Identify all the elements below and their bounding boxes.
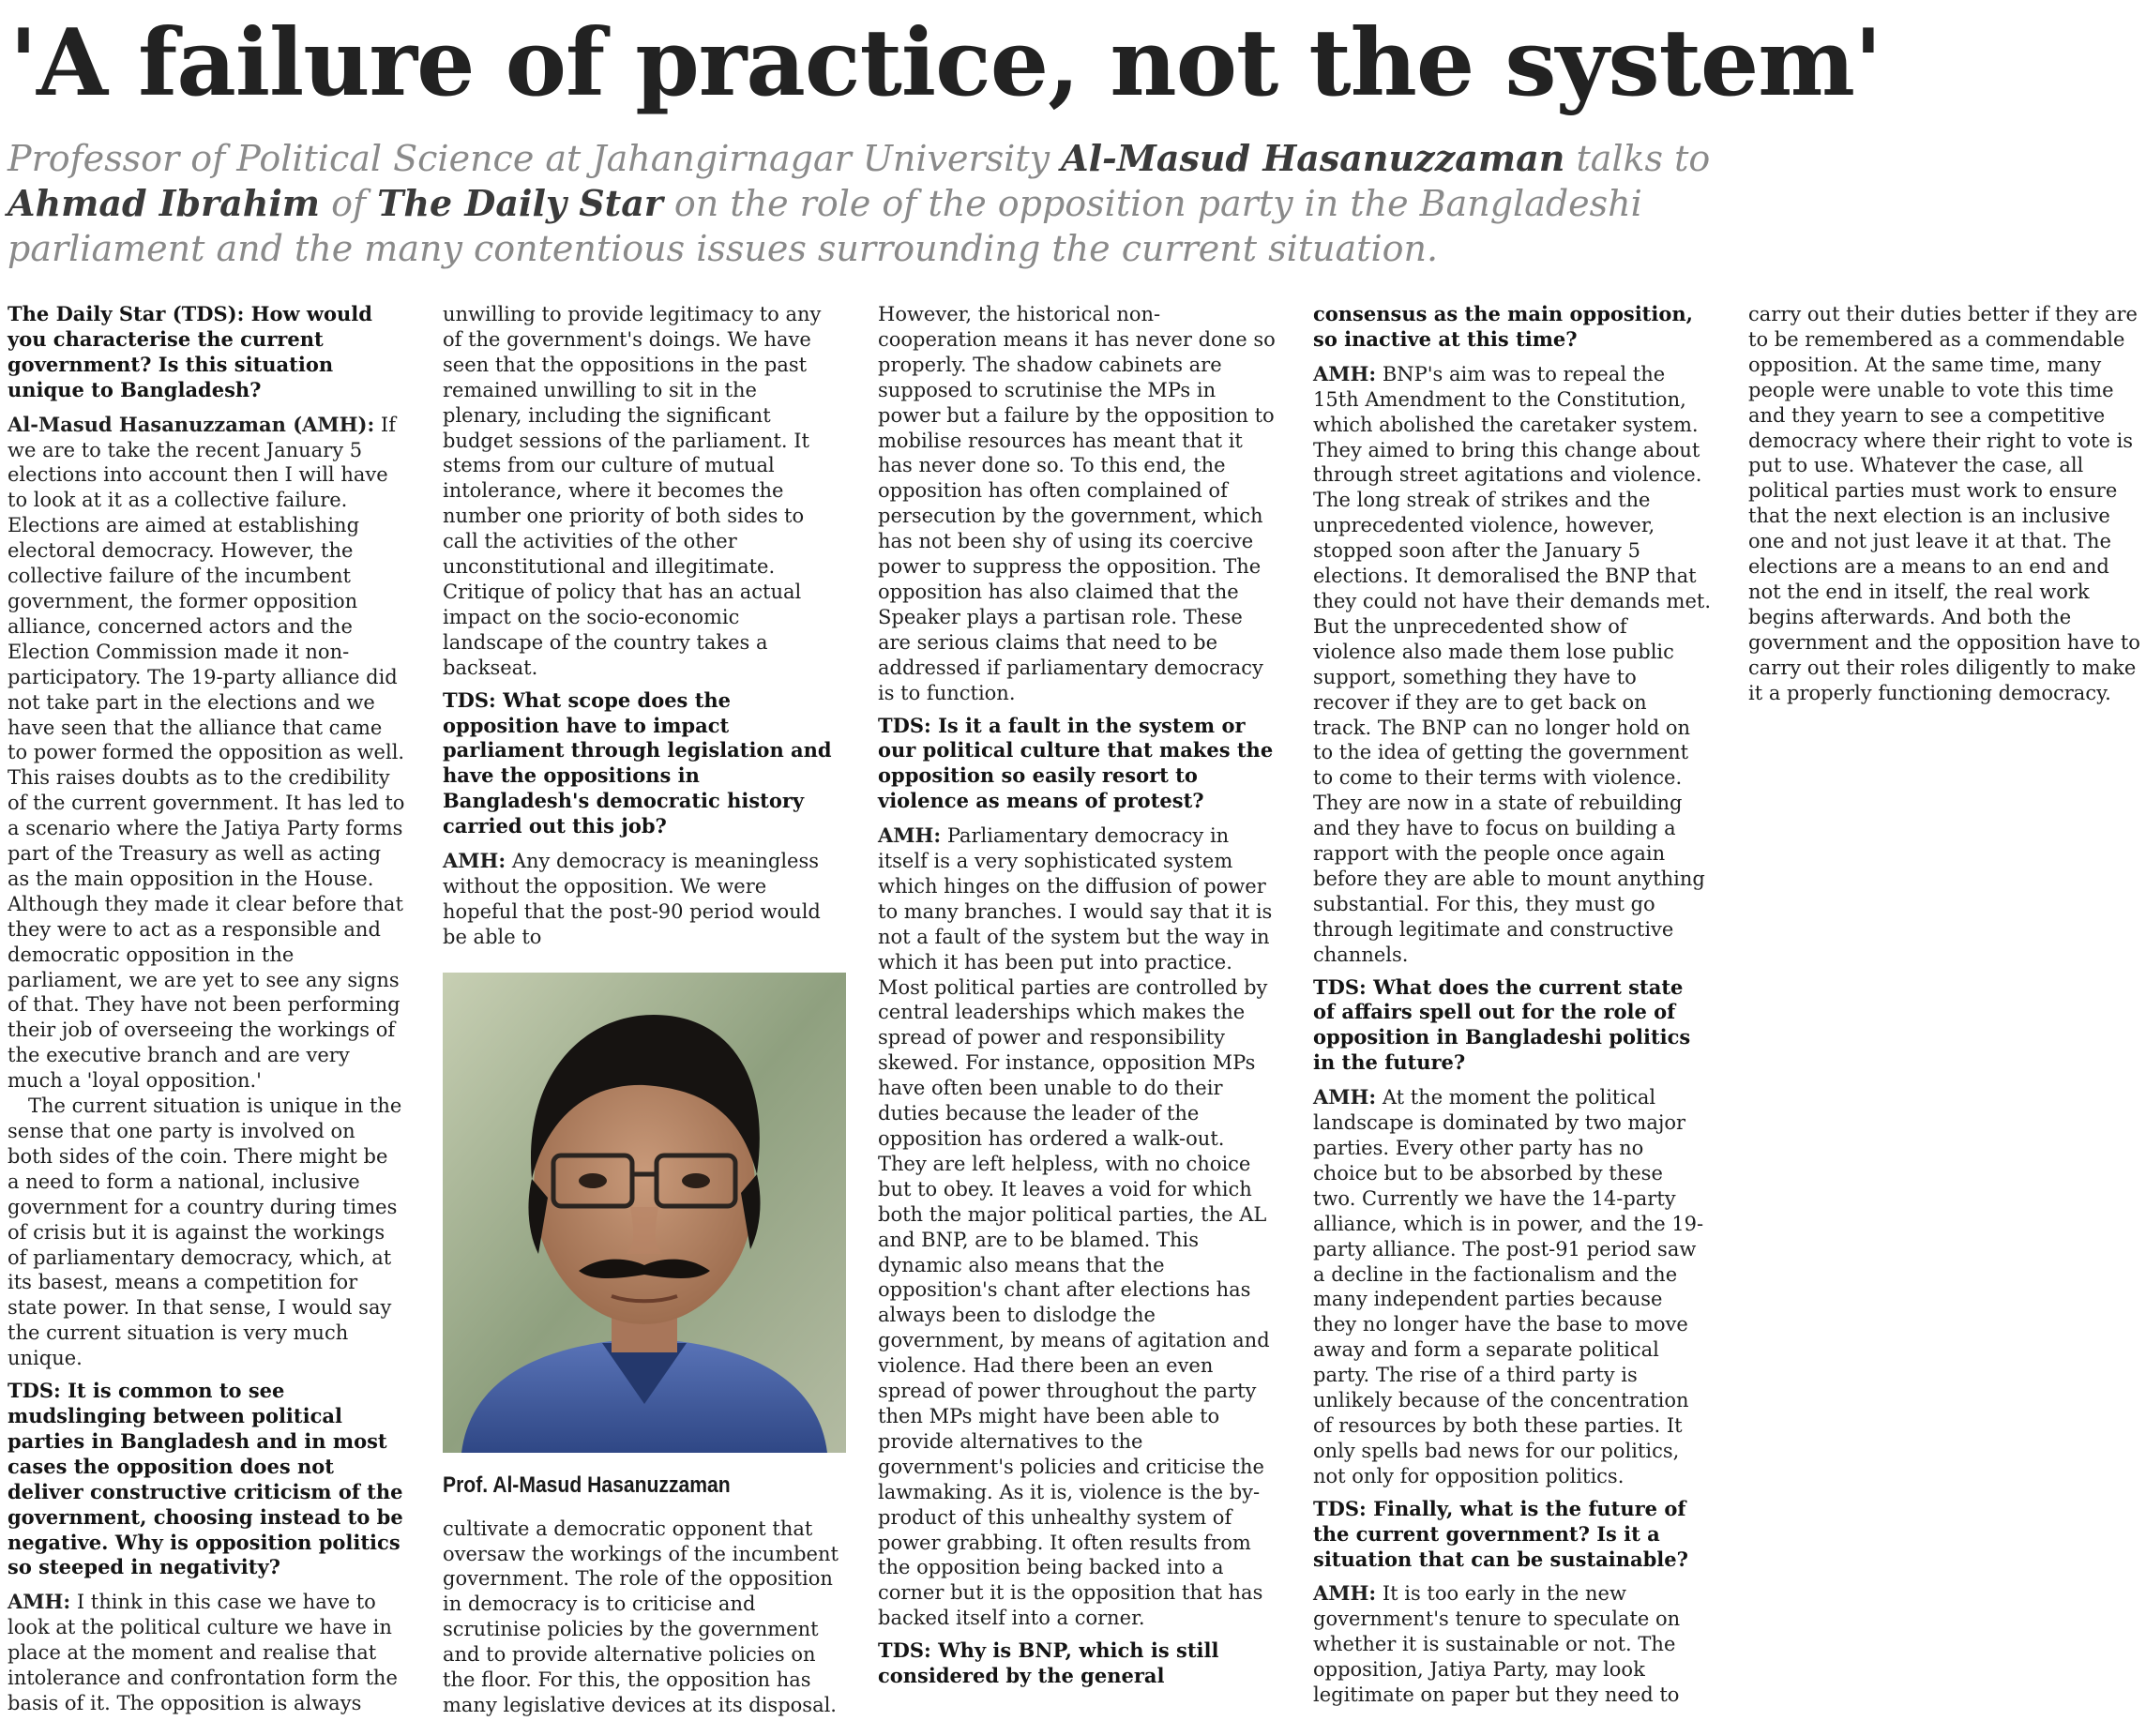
answer [1313, 1085, 1711, 1489]
speaker-label: AMH: [1313, 1581, 1377, 1606]
answer [878, 823, 1276, 1631]
question: TDS: Finally, what is the future of the current government? Is it a situation that can be sustainable? [1313, 1496, 1688, 1571]
speaker-label: AMH: [878, 823, 942, 848]
standfirst [8, 136, 1711, 271]
interviewer-name: Ahmad Ibrahim [8, 182, 321, 224]
standfirst-text: on the role of the opposition party in the Bangladeshi parliament and the many contentious issues surrounding the current situation. [8, 183, 1642, 269]
publication-name: The Daily Star [377, 182, 663, 224]
question: TDS: What scope does the opposition have to impact parliament through legislation and have the oppositions in Bangladesh's democratic history carried out this job? [443, 687, 832, 838]
question: The Daily Star (TDS): How would you characterise the current government? Is this situation unique to Bangladesh? [8, 302, 372, 401]
standfirst-text: Professor of Political Science at Jahangirnagar University [8, 138, 1062, 179]
answer-text: If we are to take the recent January 5 elections into account then I will have to look at it as a collective failure. Elections are aimed at establishing electoral democracy. However, the collective failure of the incumbent government, the former opposition alliance, concerned actors and the Election Commission made it non-participatory. The 19-party alliance did not take part in the elections and we have seen that the alliance that came to power formed the opposition as well. This raises doubts as to the credibility of the current government. It has led to a scenario where the Jatiya Party forms part of the Treasury as well as acting as the main opposition in the House. Although they made it clear before that they were to act as a responsible and democratic opposition in the parliament, we are yet to see any signs of that. They have not been performing their job of overseeing the workings of the executive branch and are very much a 'loyal opposition.' [8, 413, 405, 1093]
question: TDS: Is it a fault in the system or our political culture that makes the opposition so easily resort to violence as means of protest? [878, 713, 1274, 813]
headline: 'A failure of practice, not the system' [9, 9, 1882, 117]
answer [443, 849, 840, 950]
photo-block [443, 973, 846, 1500]
answer [8, 413, 405, 1094]
answer-text: Parliamentary democracy in itself is a very sophisticated system which hinges on the diffusion of power to many branches. I would say that it is not a fault of the system but the way in which it has been put into practice. Most political parties are controlled by central leaderships which makes the spread of power and responsibility skewed. For instance, opposition MPs have often been unable to do their duties because the leader of the opposition has ordered a walk-out. They are left helpless, with no choice but to obey. It leaves a void for which both the major political parties, the AL and BNP, are to be blamed. This dynamic also means that the opposition's chant after elections has always been to dislodge the government, by means of agitation and violence. Had there been an even spread of power throughout the party then MPs might have been able to provide alternatives to the government's policies and criticise the lawmaking. As it is, violence is the by-product of this unhealthy system of power grabbing. It often results from the opposition being backed into a corner but it is the opposition that has backed itself into a corner. [878, 824, 1273, 1630]
speaker-label: AMH: [1313, 361, 1377, 385]
photo-caption: Prof. Al-Masud Hasanuzzaman [443, 1472, 731, 1498]
article-body [8, 302, 2140, 1728]
standfirst-text: of [320, 183, 378, 224]
answer-text: BNP's aim was to repeal the 15th Amendment to the Constitution, which abolished the caretaker system. They aimed to bring this change about through street agitations and violence. The long streak of strikes and the unprecedented violence, however, stopped soon after the January 5 elections. It demoralised the BNP that they could not have their demands met. But the unprecedented show of violence also made them lose public support, something they have to recover if they are to get back on track. The BNP can no longer hold on to the idea of getting the government to come to their terms with violence. They are now in a state of rebuilding and they have to focus on building a rapport with the people once again before they are able to mount anything substantial. For this, they must go through legitimate and constructive channels. [1313, 362, 1711, 966]
answer-continued: The current situation is unique in the sense that one party is involved on both sides of the coin. There might be a need to form a national, inclusive government for a country during times of crisis but it is against the workings of parliamentary democracy, which, at its basest, means a competition for state power. In that sense, I would say the current situation is very much unique. [8, 1094, 402, 1370]
speaker-label: Al-Masud Hasanuzzaman (AMH): [8, 412, 375, 436]
standfirst-text: talks to [1564, 138, 1711, 179]
answer [1313, 362, 1711, 968]
answer-text: Any democracy is meaningless without the opposition. We were hopeful that the post-90 period would be able to [443, 850, 821, 948]
speaker-label: AMH: [1313, 1085, 1377, 1110]
answer-text: It is too early in the new government's tenure to speculate on whether it is sustainable or not. The opposition, Jatiya Party, may look legitimate on paper but they need to carry out their duties better if they are to be remembered as a commendable opposition. At the same time, many people were unable to vote this time and they yearn to see a competitive democracy where their right to vote is put to use. Whatever the case, all political parties must work to ensure that the next election is an inclusive one and not just leave it at that. The elections are a means to an end and not the end in itself, the real work begins afterwards. And both the government and the opposition have to carry out their roles diligently to make it a properly functioning democracy. [1313, 303, 2140, 1707]
answer-text: I think in this case we have to look at the political culture we have in place at the moment and realise that intolerance and confrontation form the basis of it. The opposition is always unwilling to provide legitimacy to any of the government's doings. We have seen that the oppositions in the past remained unwilling to sit in the plenary, including the significant budget sessions of the parliament. It stems from our culture of mutual intolerance, where it becomes the number one priority of both sides to call the activities of the other unconstitutional and illegitimate. Critique of policy that has an actual impact on the socio-economic landscape of the country takes a backseat. [8, 303, 822, 1714]
portrait-photo [443, 973, 846, 1453]
speaker-label: AMH: [8, 1590, 71, 1614]
speaker-label: AMH: [443, 849, 506, 873]
question: TDS: Why is BNP, which is still considered by the general consensus as the main opposition, so inactive at this time? [878, 302, 1693, 1688]
answer-text: At the moment the political landscape is dominated by two major parties. Every other party has no choice but to be absorbed by these two. Currently we have the 14-party alliance, which is in power, and the 19-party alliance. The post-91 period saw a decline in the factionalism and the many independent parties because they no longer have the base to move away and form a separate political party. The rise of a third party is unlikely because of the concentration of resources by both these parties. It only spells bad news for our politics, not only for opposition politics. [1313, 1086, 1704, 1487]
portrait-illustration [443, 973, 846, 1453]
answer-continued: cultivate a democratic opponent that oversaw the workings of the incumbent government. The role of the opposition in democracy is to criticise and scrutinise policies by the government and to provide alternative policies on the floor. For this, the opposition has many legislative devices at its disposal. However, the historical non-cooperation means it has never done so properly. The shadow cabinets are supposed to scrutinise the MPs in power but a failure by the opposition to mobilise resources has meant that it has never done so. To this end, the opposition has often complained of persecution by the government, which has not been shy of using its coercive power to suppress the opposition. The opposition has also claimed that the Speaker plays a partisan role. These are serious claims that need to be addressed if parliamentary democracy is to function. [443, 303, 1276, 1716]
question: TDS: What does the current state of affairs spell out for the role of opposition in Bangladeshi politics in the future? [1313, 974, 1691, 1075]
interviewee-name: Al-Masud Hasanuzzaman [1061, 137, 1565, 179]
question: TDS: It is common to see mudslinging between political parties in Bangladesh and in most cases the opposition does not deliver constructive criticism of the government, choosing instead to be negative. Why is opposition politics so steeped in negativity? [8, 1379, 403, 1579]
